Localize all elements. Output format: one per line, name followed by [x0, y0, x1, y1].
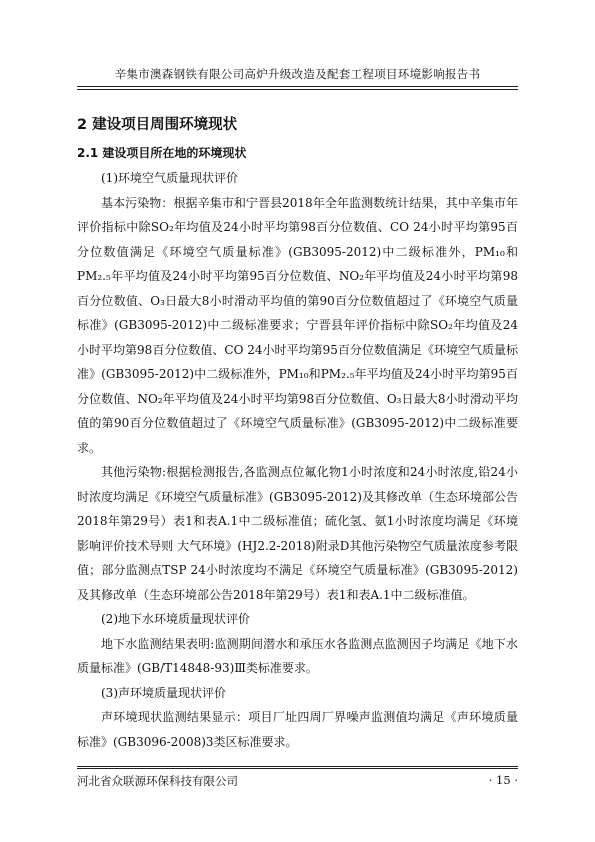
groundwater-paragraph: 地下水监测结果表明:监测期间潜水和承压水各监测点监测因子均满足《地下水质量标准》(GB/T14848-93)Ⅲ类标准要求。: [77, 636, 518, 675]
page-body: [77, 114, 518, 754]
page-header: [77, 66, 518, 87]
air-quality-title: (1)环境空气质量现状评价: [101, 171, 238, 185]
groundwater-title: (2)地下水环境质量现状评价: [101, 612, 250, 626]
noise-paragraph: 声环境现状监测结果显示：项目厂址四周厂界噪声监测值均满足《声环境质量标准》(GB3096-2008)3类区标准要求。: [77, 710, 518, 749]
noise-title: (3)声环境质量现状评价: [101, 685, 226, 700]
air-other-pollutants-paragraph: 其他污染物:根据检测报告,各监测点位氟化物1小时浓度和24小时浓度,铅24小时浓度均满足《环境空气质量标准》(GB3095-2012)及其修改单（生态环境部公告2018年第29号）表1和表A.1中二级标准值；硫化氢、氨1小时浓度均满足《环境影响评价技术导则 大气环境》(HJ2.2-2018)附录D其他污染物空气质量浓度参考限值；部分监测点TSP 24小时浓度均不满足《环境空气质量标准》(GB3095-2012)及其修改单（生态环境部公告2018年第29号）表1和表A.1中二级标准值。: [77, 465, 518, 602]
air-basic-pollutants-paragraph: 基本污染物：根据辛集市和宁晋县2018年全年监测数统计结果，其中辛集市年评价指标中除SO₂年均值及24小时平均第98百分位数值、CO 24小时平均第95百分位数值满足《环境空气质量标准》(GB3095-2012)中二级标准外，PM₁₀和PM₂.₅年平均值及24小时平均第95百分位数值、NO₂年平均值及24小时平均第98百分位数值、O₃日最大8小时滑动平均值的第90百分位数值超过了《环境空气质量标准》(GB3095-2012)中二级标准要求；宁晋县年评价指标中除SO₂年均值及24小时平均第98百分位数值、CO 24小时平均第95百分位数值满足《环境空气质量标准》(GB3095-2012)中二级标准外，PM₁₀和PM₂.₅年平均值及24小时平均第95百分位数值、NO₂年平均值及24小时平均第98百分位数值、O₃日最大8小时滑动平均值的第90百分位数值超过了《环境空气质量标准》(GB3095-2012)中二级标准要求。: [77, 195, 518, 455]
report-title: 辛集市澳森钢铁有限公司高炉升级改造及配套工程项目环境影响报告书: [114, 67, 481, 81]
subsection-heading: 2.1 建设项目所在地的环境现状: [77, 146, 247, 160]
page-number: · 15 ·: [488, 773, 518, 787]
section-heading: 2 建设项目周围环境现状: [77, 117, 238, 133]
page-footer: [77, 766, 518, 789]
footer-organization: 河北省众联源环保科技有限公司: [77, 774, 238, 788]
